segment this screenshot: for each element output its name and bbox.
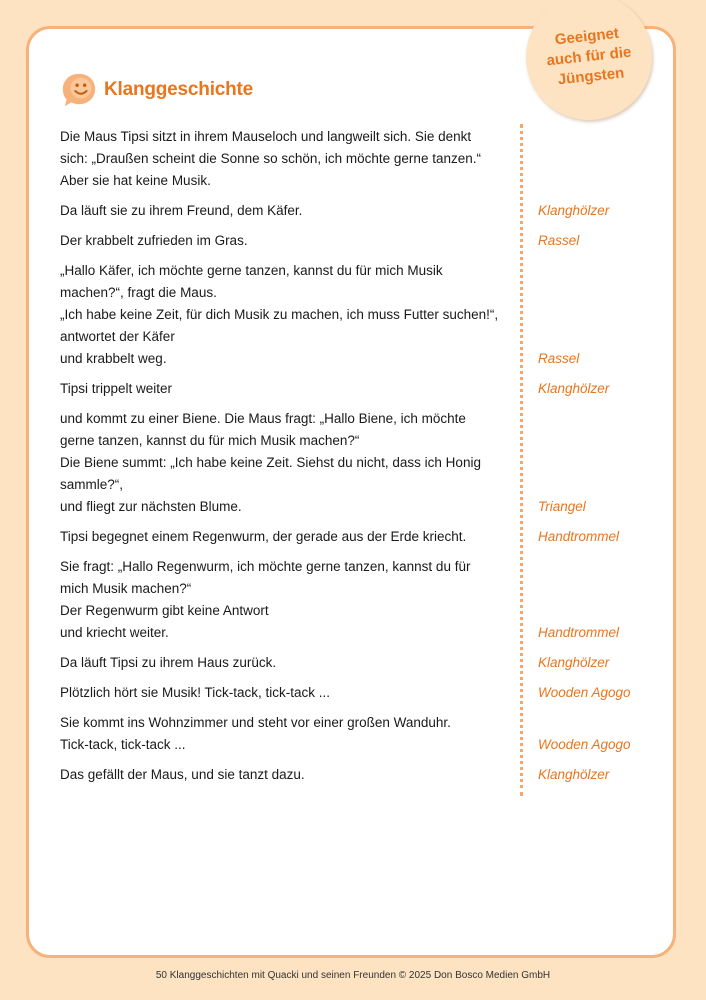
instrument-label: Klanghölzer [538,767,610,782]
instrument-label: Rassel [538,351,580,366]
story-line: antwortet der Käfer [60,329,175,344]
story-line: sammle?“, [60,477,124,492]
story-line: Sie fragt: „Hallo Regenwurm, ich möchte gerne tanzen, kannst du für [60,559,471,574]
story-line: Tipsi begegnet einem Regenwurm, der gerade aus der Erde kriecht. [60,529,467,544]
story-block [60,230,660,252]
story-line: Plötzlich hört sie Musik! Tick-tack, tick-tack ... [60,685,331,700]
page-title: Klanggeschichte [104,79,254,100]
footer-copyright: 50 Klanggeschichten mit Quacki und seinen Freunden © 2025 Don Bosco Medien GmbH [155,970,551,981]
instrument-label: Klanghölzer [538,203,610,218]
story-line: und kriecht weiter. [60,625,169,640]
story-line: sich: „Draußen scheint die Sonne so schön, ich möchte gerne tanzen.“ [60,151,481,166]
instrument-label: Klanghölzer [538,381,610,396]
story-line: Tick-tack, tick-tack ... [60,737,186,752]
story-line: machen?“, fragt die Maus. [60,285,217,300]
story-line: Die Biene summt: „Ich habe keine Zeit. Siehst du nicht, dass ich Honig [60,455,481,470]
story-block [60,378,660,400]
story-line: mich Musik machen?“ [60,581,192,596]
instrument-label: Rassel [538,233,580,248]
story-line: Der Regenwurm gibt keine Antwort [60,603,269,618]
story-line: Tipsi trippelt weiter [60,381,173,396]
story-line: Da läuft sie zu ihrem Freund, dem Käfer. [60,203,303,218]
smiley-bubble-icon [60,71,98,109]
page-header [60,70,253,110]
story-list [60,126,660,794]
story-block [60,260,660,370]
story-block [60,682,660,704]
story-line: Die Maus Tipsi sitzt in ihrem Mauseloch und langweilt sich. Sie denkt [60,129,472,144]
story-line: und kommt zu einer Biene. Die Maus fragt: „Hallo Biene, ich möchte [60,411,466,426]
story-line: und krabbelt weg. [60,351,167,366]
story-block [60,526,660,548]
story-line: Das gefällt der Maus, und sie tanzt dazu. [60,767,305,782]
story-block [60,126,660,192]
story-line: „Hallo Käfer, ich möchte gerne tanzen, kannst du für mich Musik [60,263,443,278]
instrument-label: Handtrommel [538,529,620,544]
story-block [60,200,660,222]
badge-line-3: Jüngsten [556,64,626,89]
story-line: Da läuft Tipsi zu ihrem Haus zurück. [60,655,277,670]
story-block [60,712,660,756]
instrument-label: Wooden Agogo [538,685,631,700]
story-block [60,764,660,786]
badge-line-2: auch für die [545,43,633,70]
instrument-label: Wooden Agogo [538,737,631,752]
story-block [60,652,660,674]
story-block [60,556,660,644]
story-line: Der krabbelt zufrieden im Gras. [60,233,248,248]
story-line: „Ich habe keine Zeit, für dich Musik zu machen, ich muss Futter suchen!“, [60,307,499,322]
story-line: Sie kommt ins Wohnzimmer und steht vor einer großen Wanduhr. [60,715,451,730]
instrument-label: Handtrommel [538,625,620,640]
story-block [60,408,660,518]
badge-line-1: Geeignet [554,24,620,49]
story-line: Aber sie hat keine Musik. [60,173,211,188]
story-line: gerne tanzen, kannst du für mich Musik machen?“ [60,433,360,448]
instrument-label: Klanghölzer [538,655,610,670]
story-line: und fliegt zur nächsten Blume. [60,499,242,514]
instrument-label: Triangel [538,499,586,514]
